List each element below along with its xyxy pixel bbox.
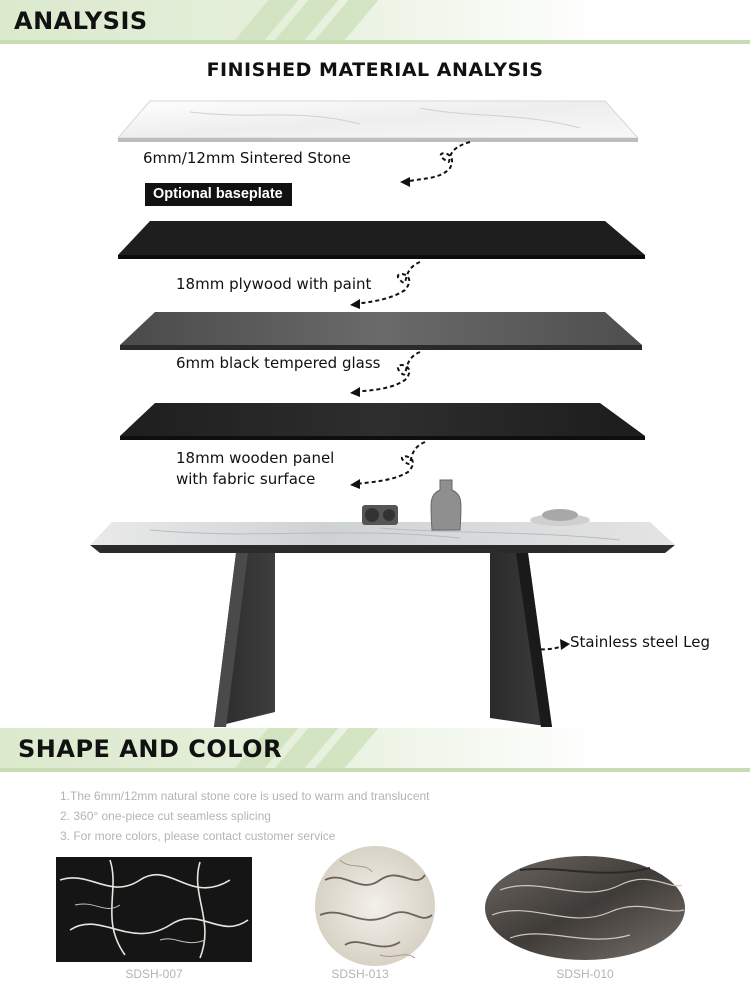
swatch-code-sdsh-013: SDSH-013 [331, 967, 389, 981]
dashed-arrows [355, 142, 565, 657]
optional-baseplate-badge: Optional baseplate [145, 183, 292, 206]
table-illustration [90, 480, 675, 727]
sintered-stone-layer [118, 101, 638, 142]
note-item: 2. 360° one-piece cut seamless splicing [60, 809, 271, 823]
swatch-sdsh-013 [315, 846, 435, 966]
banner-title: ANALYSIS [14, 7, 148, 35]
glass-layer [120, 312, 642, 350]
swatch-sdsh-010 [485, 856, 685, 960]
layer-label-plywood: 18mm plywood with paint [176, 275, 372, 293]
swatch-code-sdsh-007: SDSH-007 [125, 967, 183, 981]
note-item: 1.The 6mm/12mm natural stone core is used to warm and translucent [60, 789, 430, 803]
plywood-layer [118, 221, 645, 259]
layer-label-wooden-panel [176, 448, 334, 490]
layer-label-line2: with fabric surface [176, 470, 316, 488]
banner-underline [0, 768, 750, 772]
analysis-title: FINISHED MATERIAL ANALYSIS [206, 59, 544, 81]
layer-label-sintered-stone: 6mm/12mm Sintered Stone [143, 149, 351, 167]
swatch-sdsh-007 [56, 857, 252, 962]
banner-title: SHAPE AND COLOR [18, 735, 283, 763]
leg-label: Stainless steel Leg [570, 633, 710, 651]
notes-list [60, 786, 430, 846]
note-item: 3. For more colors, please contact customer service [60, 829, 336, 843]
fabric-panel-layer [120, 403, 645, 440]
swatch-code-sdsh-010: SDSH-010 [556, 967, 614, 981]
layer-label-glass: 6mm black tempered glass [176, 354, 381, 372]
shape-color-banner [0, 728, 750, 772]
layer-label-line1: 18mm wooden panel [176, 449, 335, 467]
